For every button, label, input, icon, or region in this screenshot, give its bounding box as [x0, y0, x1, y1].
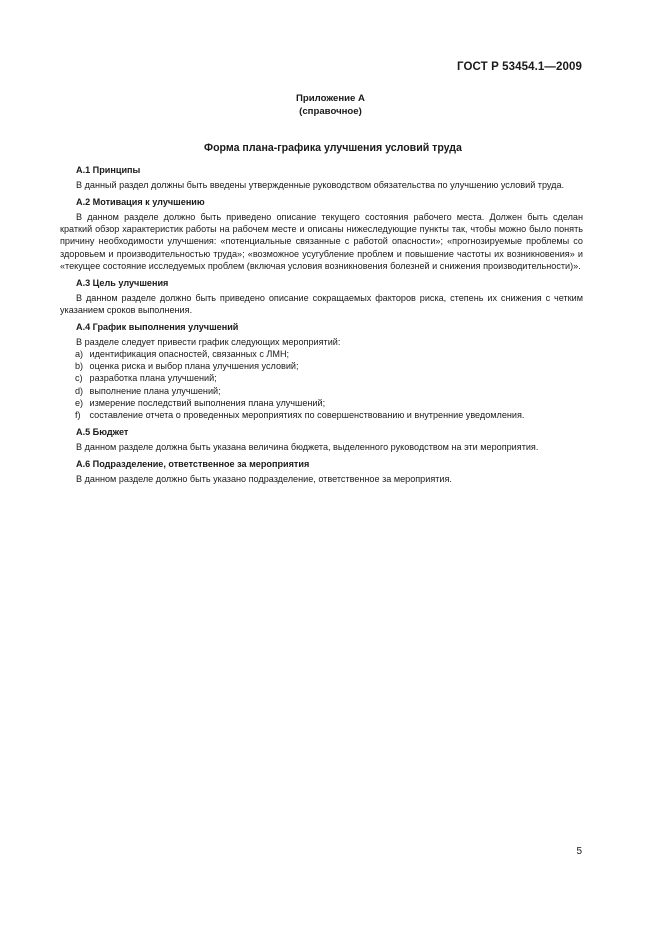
annex-heading	[0, 92, 661, 118]
list-item-text: выполнение плана улучшений;	[89, 385, 221, 396]
list-item-text: измерение последствий выполнения плана улучшений;	[89, 397, 326, 408]
list-marker: f)	[75, 409, 81, 420]
list-item	[75, 409, 583, 421]
section-text: В данном разделе должно быть указано подразделение, ответственное за мероприятия.	[76, 474, 452, 485]
list-item	[75, 348, 583, 360]
section-heading: А.1 Принципы	[76, 165, 141, 175]
section-heading: А.4 График выполнения улучшений	[76, 322, 239, 333]
list-marker: b)	[75, 361, 84, 372]
section-heading: А.6 Подразделение, ответственное за мероприятия	[76, 458, 310, 469]
section-heading: А.5 Бюджет	[76, 426, 129, 437]
list-item	[75, 385, 583, 397]
list-marker: e)	[75, 397, 84, 408]
document-body	[60, 164, 583, 490]
section-motivation	[60, 196, 583, 272]
list-item	[75, 372, 583, 384]
list-item-text: оценка риска и выбор плана улучшения условий;	[89, 361, 299, 372]
list-item-text: разработка плана улучшений;	[89, 373, 217, 384]
list-item	[75, 360, 583, 372]
section-responsible-unit	[60, 458, 583, 485]
list-item	[75, 397, 583, 409]
section-budget	[60, 426, 583, 453]
form-title: Форма плана-графика улучшения условий труда	[204, 142, 462, 154]
section-text: В данном разделе должно быть приведено описание текущего состояния рабочего места. Должен быть сделан краткий обзор характеристик работы на рабочем месте и описаны нижеследующие пункты так, чтобы можно было понять причину необходимости улучшения: «потенциальные связанные с работой опасности»; «прогнозируемые проблемы со здоровьем и производительностью труда»; «возможное усугубление проблем и повышение частоты их возникновения» и «текущее состояние исследуемых проблем (включая условия возникновения болезней и снижения производительности)».	[60, 212, 583, 271]
section-schedule	[60, 321, 583, 421]
document-code: ГОСТ Р 53454.1—2009	[457, 61, 582, 73]
section-goal	[60, 277, 583, 316]
section-text: В разделе следует привести график следующих мероприятий:	[76, 337, 341, 348]
section-principles	[60, 164, 583, 191]
section-text: В данном разделе должно быть приведено описание сокращаемых факторов риска, степень их снижения с четким указанием сроков выполнения.	[60, 292, 583, 315]
annex-title: Приложение А	[296, 93, 365, 104]
list-marker: c)	[75, 373, 83, 384]
section-heading: А.3 Цель улучшения	[76, 277, 169, 288]
list-marker: d)	[75, 385, 84, 396]
schedule-list	[60, 348, 583, 421]
annex-subtitle: (справочное)	[299, 106, 362, 117]
list-item-text: составление отчета о проведенных мероприятиях по совершенствованию и внутренние уведомления.	[89, 409, 525, 420]
list-marker: a)	[75, 349, 84, 360]
list-item-text: идентификация опасностей, связанных с ЛМН;	[89, 349, 290, 360]
page-number: 5	[576, 846, 582, 857]
section-heading: А.2 Мотивация к улучшению	[76, 197, 205, 208]
section-text: В данном разделе должна быть указана величина бюджета, выделенного руководством на эти мероприятия.	[76, 441, 539, 452]
section-text: В данный раздел должны быть введены утвержденные руководством обязательства по улучшению условий труда.	[76, 180, 565, 191]
